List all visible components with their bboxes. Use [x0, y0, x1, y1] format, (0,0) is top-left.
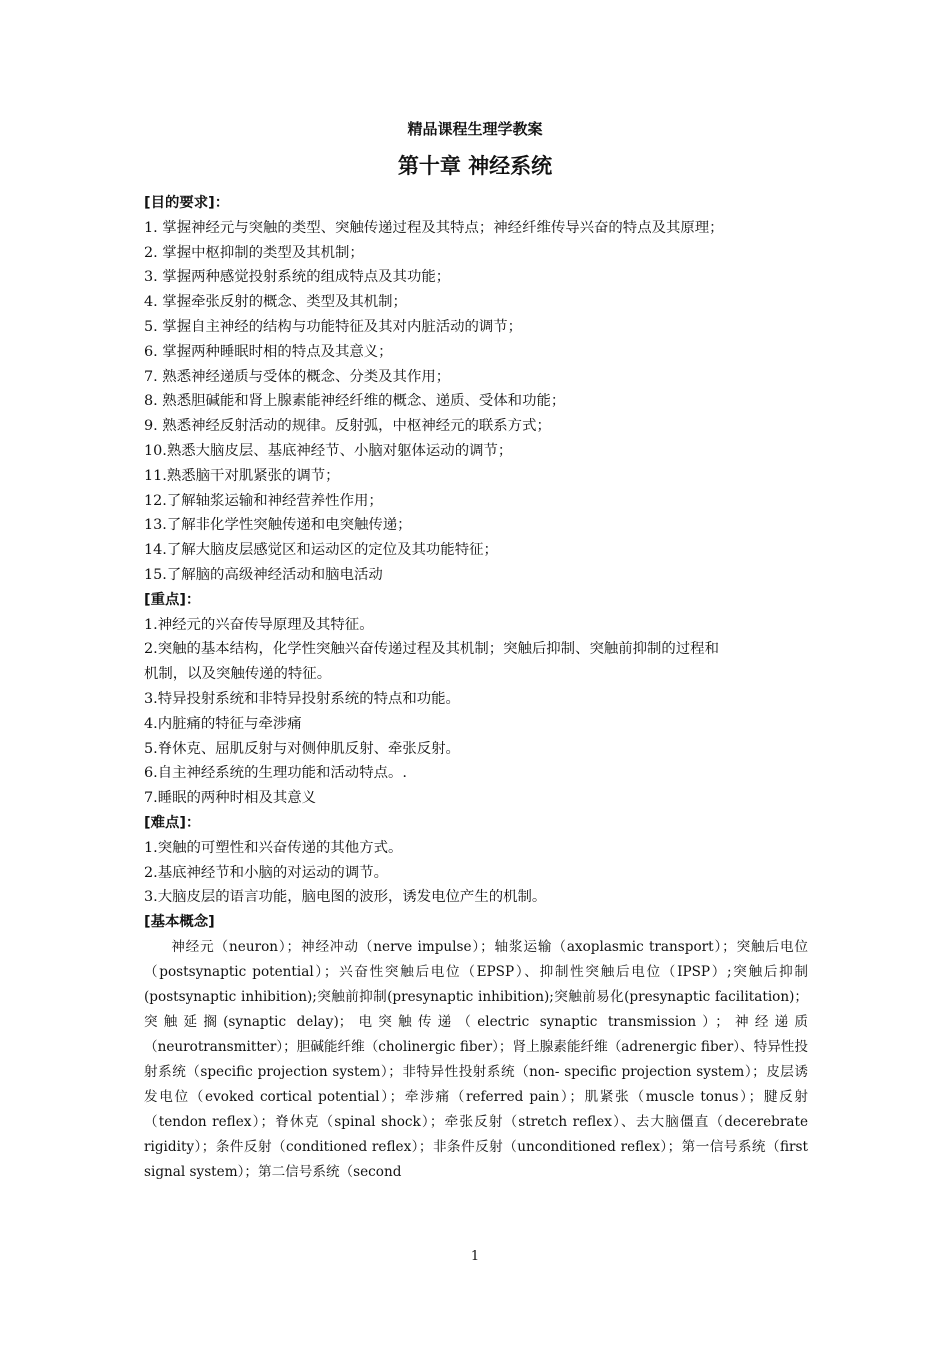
objective-item: 6. 掌握两种睡眠时相的特点及其意义； [144, 343, 393, 360]
objective-item: 9. 熟悉神经反射活动的规律。反射弧，中枢神经元的联系方式； [144, 418, 551, 435]
objectives-heading: [目的要求]： [144, 195, 230, 211]
objective-item: 3. 掌握两种感觉投射系统的组成特点及其功能； [144, 269, 451, 286]
key-point-line: 4.内脏痛的特征与牵涉痛 [144, 715, 302, 732]
page-number: 1 [470, 1249, 480, 1264]
difficulty-line: 1.突触的可塑性和兴奋传递的其他方式。 [144, 839, 403, 856]
key-points-heading: [重点]： [144, 591, 201, 608]
key-point-line: 7.睡眠的两种时相及其意义 [144, 790, 317, 807]
objective-item: 4. 掌握牵张反射的概念、类型及其机制； [144, 294, 407, 311]
concepts-heading: [基本概念] [144, 914, 215, 931]
page-content [144, 191, 808, 1185]
objective-item: 13.了解非化学性突触传递和电突触传递； [144, 517, 412, 534]
objective-item: 8. 熟悉胆碱能和肾上腺素能神经纤维的概念、递质、受体和功能； [144, 393, 566, 410]
objective-item: 11.熟悉脑干对肌紧张的调节； [144, 467, 340, 484]
objective-item: 14.了解大脑皮层感觉区和运动区的定位及其功能特征； [144, 542, 498, 559]
key-point-line: 1.神经元的兴奋传导原理及其特征。 [144, 616, 374, 633]
course-title: 精品课程生理学教案 [407, 120, 543, 138]
key-point-line: 3.特异投射系统和非特异投射系统的特点和功能。 [144, 690, 460, 707]
objective-item: 12.了解轴浆运输和神经营养性作用； [144, 492, 383, 509]
key-point-line: 5.脊休克、屈肌反射与对侧伸肌反射、牵张反射。 [144, 740, 460, 757]
difficulties-heading: [难点]： [144, 814, 201, 831]
key-point-line: 2.突触的基本结构，化学性突触兴奋传递过程及其机制；突触后抑制、突触前抑制的过程和 [144, 641, 719, 658]
concepts-paragraph: 神经元（neuron）；神经冲动（nerve impulse）；轴浆运输（axoplasmic transport）；突触后电位（postsynaptic potential）；兴奋性突触后电位（EPSP）、抑制性突触后电位（IPSP）;突触后抑制(postsynaptic inhibition);突触前抑制(presynaptic inhibition);突触前易化(presynaptic facilitation)；突触延搁(synaptic delay)；电突触传递（electric synaptic transmission）；神经递质（neurotransmitter）；胆碱能纤维（cholinergic fiber）；肾上腺素能纤维（adrenergic fiber）、特异性投射系统（specific projection system）；非特异性投射系统（non- specific projection system）；皮层诱发电位（evoked cortical potential）；牵涉痛（referred pain）；肌紧张（muscle tonus）；腱反射（tendon reflex）；脊休克（spinal shock）；牵张反射（stretch reflex）、去大脑僵直（decerebrate rigidity）；条件反射（conditioned reflex）；非条件反射（unconditioned reflex）；第一信号系统（first signal system）；第二信号系统（second [144, 938, 808, 1180]
objective-item: 2. 掌握中枢抑制的类型及其机制； [144, 244, 364, 261]
objective-item: 5. 掌握自主神经的结构与功能特征及其对内脏活动的调节； [144, 318, 523, 335]
objective-item: 1. 掌握神经元与突触的类型、突触传递过程及其特点；神经纤维传导兴奋的特点及其原理； [144, 219, 724, 236]
objective-item: 15.了解脑的高级神经活动和脑电活动 [144, 566, 383, 583]
key-point-line: 6.自主神经系统的生理功能和活动特点。. [144, 765, 407, 782]
key-point-line: 机制，以及突触传递的特征。 [144, 666, 332, 683]
objective-item: 10.熟悉大脑皮层、基底神经节、小脑对躯体运动的调节； [144, 442, 513, 459]
difficulty-line: 3.大脑皮层的语言功能，脑电图的波形，诱发电位产生的机制。 [144, 889, 547, 906]
difficulty-line: 2.基底神经节和小脑的对运动的调节。 [144, 864, 388, 881]
chapter-title: 第十章 神经系统 [397, 154, 553, 178]
objective-item: 7. 熟悉神经递质与受体的概念、分类及其作用； [144, 368, 451, 385]
